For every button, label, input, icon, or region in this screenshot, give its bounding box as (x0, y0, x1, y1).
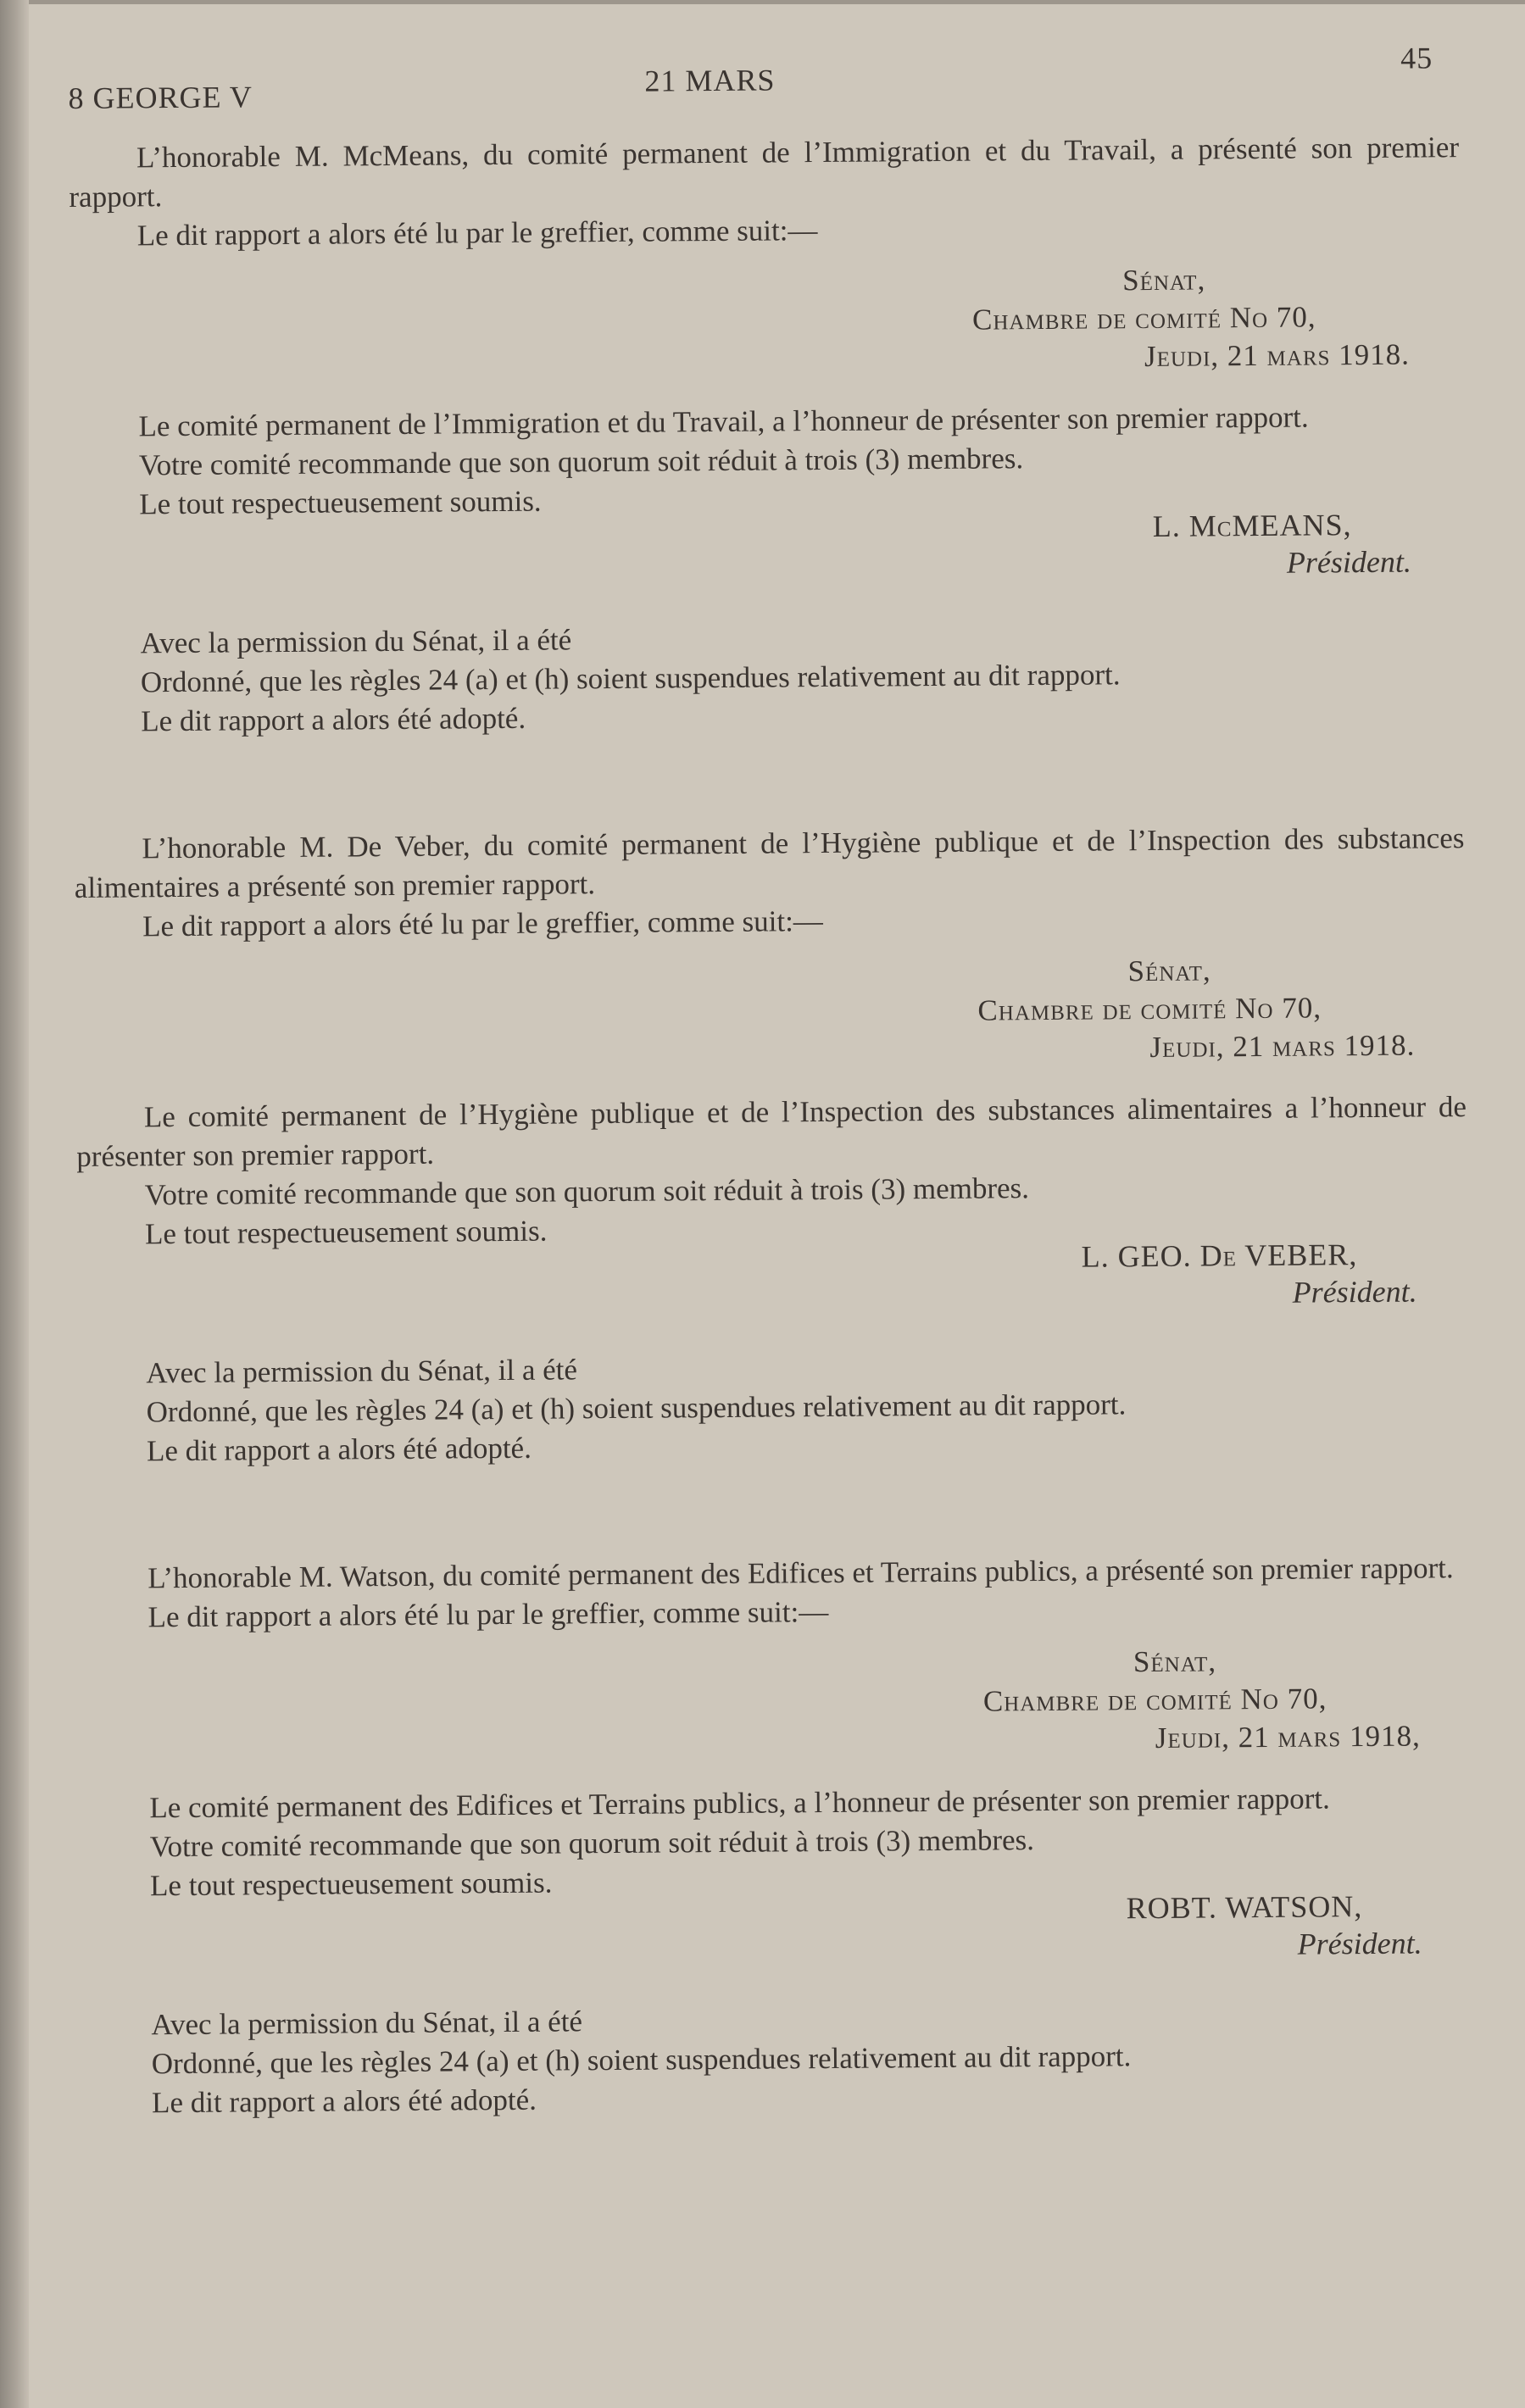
heading-room: Chambre de comité No 70, (977, 991, 1322, 1027)
signatory-title: Président. (1297, 1926, 1422, 1961)
report-body: Le comité permanent des Edifices et Terrains publics, a l’honneur de présenter son premier rapport. (149, 1782, 1330, 1825)
report-intro: L’honorable M. Watson, du comité permanent des Edifices et Terrains publics, a présenté son premier rapport. (147, 1551, 1454, 1595)
report-body: Le comité permanent de l’Immigration et du Travail, a l’honneur de présenter son premier rapport. (138, 400, 1309, 443)
report-section-mcmeans (69, 128, 1464, 742)
report-body: Le comité permanent de l’Hygiène publique et de l’Inspection des substances alimentaires a l’honneur de présenter son premier rapport. (76, 1090, 1467, 1173)
heading-room: Chambre de comité No 70, (971, 300, 1316, 336)
heading-date: Jeudi, 21 mars 1918. (1144, 337, 1411, 374)
report-heading (70, 259, 1461, 384)
report-recommendation: Votre comité recommande que son quorum soit réduit à trois (3) membres. (149, 1823, 1035, 1864)
order-line: Ordonné, que les règles 24 (a) et (h) soient suspendues relativement au dit rapport. (146, 1388, 1127, 1429)
adopted-line: Le dit rapport a alors été adopté. (141, 701, 526, 738)
signatory-name: L. GEO. De VEBER, (1081, 1237, 1358, 1274)
report-intro: L’honorable M. De Veber, du comité permanent de l’Hygiène publique et de l’Inspection des substances alimentaires a présenté son premier rapport. (74, 821, 1465, 904)
permission-line: Avec la permission du Sénat, il a été (146, 1353, 578, 1390)
adopted-line: Le dit rapport a alors été adopté. (146, 1431, 532, 1468)
heading-date: Jeudi, 21 mars 1918, (1155, 1719, 1421, 1755)
heading-senate: Sénat, (1133, 1644, 1217, 1679)
report-read-line: Le dit rapport a alors été lu par le greffier, comme suit:— (147, 1595, 829, 1634)
report-recommendation: Votre comité recommande que son quorum soit réduit à trois (3) membres. (144, 1171, 1030, 1212)
order-line: Ordonné, que les règles 24 (a) et (h) soient suspendues relativement au dit rapport. (151, 2039, 1132, 2081)
page-number: 45 (1400, 41, 1433, 75)
report-read-line: Le dit rapport a alors été lu par le greffier, comme suit:— (142, 904, 823, 943)
report-section-watson (80, 1549, 1474, 2123)
signatory-name: ROBT. WATSON, (1126, 1889, 1363, 1926)
permission-line: Avec la permission du Sénat, il a été (151, 2005, 583, 2042)
report-heading (81, 1640, 1472, 1766)
section-gap (73, 731, 1463, 801)
heading-room: Chambre de comité No 70, (982, 1682, 1327, 1718)
report-submitted: Le tout respectueusement soumis. (149, 1866, 553, 1903)
order-line: Ordonné, que les règles 24 (a) et (h) soient suspendues relativement au dit rapport. (140, 658, 1121, 699)
adopted-line: Le dit rapport a alors été adopté. (151, 2083, 537, 2120)
page-header (68, 31, 1459, 115)
page-top-edge (0, 0, 1525, 4)
report-recommendation: Votre comité recommande que son quorum soit réduit à trois (3) membres. (138, 442, 1024, 482)
header-reign: 8 GEORGE V (68, 80, 253, 115)
signatory-title: Président. (1286, 544, 1412, 580)
report-intro: L’honorable M. McMeans, du comité permanent de l’Immigration et du Travail, a présenté son premier rapport. (69, 131, 1460, 214)
heading-senate: Sénat, (1127, 954, 1211, 988)
signatory-name: L. McMEANS, (1152, 508, 1352, 543)
section-gap (79, 1460, 1469, 1531)
binding-gutter (0, 0, 29, 2408)
report-heading (75, 949, 1467, 1075)
report-read-line: Le dit rapport a alors été lu par le greffier, comme suit:— (136, 214, 818, 253)
page-content (68, 31, 1474, 2123)
signatory-title: Président. (1292, 1274, 1417, 1310)
heading-senate: Sénat, (1121, 263, 1206, 298)
permission-line: Avec la permission du Sénat, il a été (140, 623, 572, 660)
report-submitted: Le tout respectueusement soumis. (139, 484, 542, 521)
header-date: 21 MARS (644, 63, 776, 98)
heading-date: Jeudi, 21 mars 1918. (1149, 1028, 1416, 1065)
report-submitted: Le tout respectueusement soumis. (144, 1214, 548, 1251)
report-section-deveber (74, 819, 1469, 1471)
